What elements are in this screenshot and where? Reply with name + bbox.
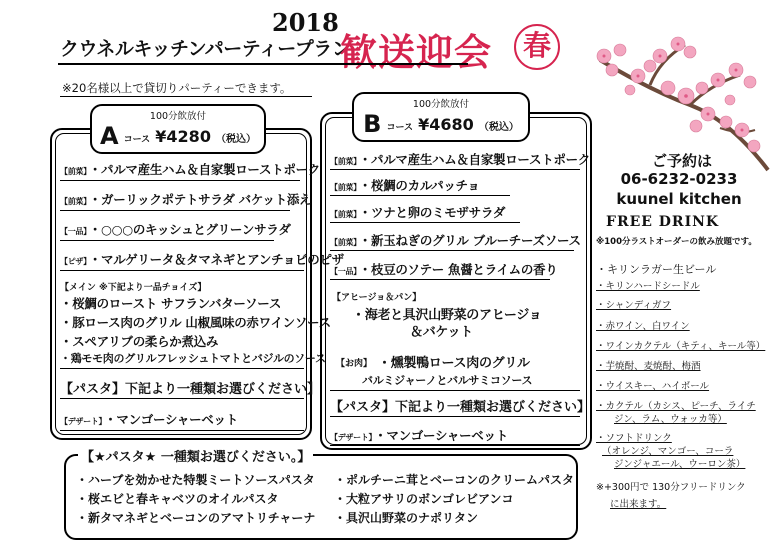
- reservation-label: ご予約は: [651, 152, 712, 170]
- pasta-option: ・ポルチーニ茸とベーコンのクリームパスタ: [334, 473, 575, 487]
- course-b-ajillo: ・海老と具沢山野菜のアヒージョ: [352, 308, 542, 323]
- course-b-pasta-line: 【パスタ】下記より一種類お選びください】: [330, 400, 591, 415]
- course-a-price: ¥4280: [155, 127, 211, 146]
- course-b-meat-label: 【お肉】: [336, 359, 373, 369]
- plan-subtitle: クウネルキッチンパーティープラン: [60, 38, 351, 60]
- course-b-dessert: 【デザート】 ・マンゴーシャーベット: [330, 428, 508, 443]
- reservation-phone[interactable]: 06-6232-0233: [620, 170, 738, 188]
- season-badge: 春: [514, 24, 560, 70]
- drink-item: ジンジャエール、ウーロン茶）: [614, 459, 746, 470]
- course-a-tax: （税込）: [216, 134, 257, 145]
- free-drink-title: FREE DRINK: [606, 214, 720, 230]
- pasta-option: ・桜エビと春キャベツのオイルパスタ: [76, 492, 279, 506]
- drink-item: ・ソフトドリンク: [596, 433, 672, 444]
- course-b-ajillo-label: 【アヒージョ＆パン】: [332, 293, 422, 303]
- course-a-pasta-line: 【パスタ】下記より一種類お選びください】: [60, 382, 321, 397]
- course-b-ajillo-bread: ＆バケット: [410, 325, 473, 340]
- course-b-item: 【前菜】 ・桜鯛のカルパッチョ: [330, 178, 480, 193]
- course-a-main-item: ・豚ロース肉のグリル 山椒風味の赤ワインソース: [60, 315, 331, 330]
- course-b-drink-label: 100分飲放付: [412, 99, 470, 110]
- course-b-item: 【前菜】 ・ツナと卵のミモザサラダ: [330, 205, 506, 220]
- course-b-letter: B: [363, 110, 382, 138]
- drink-item: ・ウイスキー、ハイボール: [596, 381, 710, 392]
- course-b-meat-sauce: バルミジャーノとバルサミコソース: [362, 374, 533, 387]
- course-b-course-word: コース: [386, 123, 414, 133]
- group-note: ※20名様以上で貸切りパーティーできます。: [62, 81, 292, 95]
- pasta-option: ・大粒アサリのボンゴレビアンコ: [334, 492, 514, 506]
- pasta-option: ・新タマネギとベーコンのアマトリチャーナ: [76, 511, 316, 525]
- course-b-price: ¥4680: [418, 115, 474, 134]
- drink-item: ・芋焼酎、麦焼酎、梅酒: [596, 361, 701, 372]
- pasta-option: ・具沢山野菜のナポリタン: [334, 511, 479, 525]
- course-a-course-word: コース: [123, 135, 151, 145]
- course-a-item: 【前菜】 ・パルマ産生ハム＆自家製ローストポーク: [60, 162, 320, 177]
- drink-item: ・ワインカクテル（キティ、キール等）: [596, 341, 766, 352]
- drink-item: ・シャンディガフ: [596, 300, 672, 311]
- course-a-main-item: ・鶏モモ肉のグリルフレッシュトマトとバジルのソース: [60, 352, 326, 365]
- course-a-item: 【ピザ】 ・マルゲリータ＆タマネギとアンチョビのピザ: [60, 252, 344, 267]
- extra-drink-note-2: に出来ます。: [610, 499, 667, 510]
- course-b-item: 【一品】 ・枝豆のソテー 魚醤とライムの香り: [330, 262, 558, 277]
- extra-drink-note: ※+300円で 130分フリードリンク: [596, 482, 746, 493]
- course-b-tax: （税込）: [478, 122, 519, 133]
- course-b-meat: ・燻製鴨ロース肉のグリル: [378, 356, 530, 371]
- course-b-header: [352, 92, 530, 142]
- course-a-header: [90, 104, 266, 154]
- course-a-item: 【一品】 ・○○○のキッシュとグリーンサラダ: [60, 222, 291, 237]
- restaurant-name: kuunel kitchen: [616, 190, 742, 208]
- page-title: 歓送迎会: [340, 31, 492, 74]
- drink-item: ・キリンラガー生ビール: [596, 263, 717, 276]
- title-underline: [58, 63, 468, 65]
- drink-item: （オレンジ、マンゴー、コーラ: [602, 446, 734, 457]
- pasta-option: ・ハーブを効かせた特製ミートソースパスタ: [76, 473, 315, 487]
- course-a-drink-label: 100分飲放付: [149, 111, 207, 122]
- course-a-item: 【前菜】 ・ガーリックポテトサラダ バケット添え: [60, 192, 312, 207]
- course-a-letter: A: [99, 122, 119, 150]
- course-a-main-label: 【メイン ※下記より一品チョイズ】: [60, 283, 207, 293]
- course-a-main-item: ・桜鯛のロースト サフランバターソース: [60, 296, 282, 311]
- drink-item: ・キリンハードシードル: [596, 281, 700, 292]
- note-underline: [60, 96, 312, 97]
- last-order-note: ※100分ラストオーダーの飲み放題です。: [596, 237, 757, 247]
- course-b-item: 【前菜】 ・新玉ねぎのグリル ブルーチーズソース: [330, 233, 581, 248]
- course-a-main-item: ・スペアリブの柔らか煮込み: [60, 334, 219, 349]
- drink-item: ・赤ワイン、白ワイン: [596, 321, 690, 332]
- drink-item: ジン、ラム、ウォッカ等）: [614, 414, 727, 425]
- drink-item: ・カクテル（カシス、ピーチ、ライチ: [596, 401, 756, 412]
- course-a-dessert: 【デザート】 ・マンゴーシャーベット: [60, 412, 238, 427]
- course-b-item: 【前菜】 ・パルマ産生ハム＆自家製ローストポーク: [330, 152, 590, 167]
- year: 2018: [272, 8, 339, 37]
- pasta-title: 【★パスタ★ 一種類お選びください。】: [78, 446, 313, 465]
